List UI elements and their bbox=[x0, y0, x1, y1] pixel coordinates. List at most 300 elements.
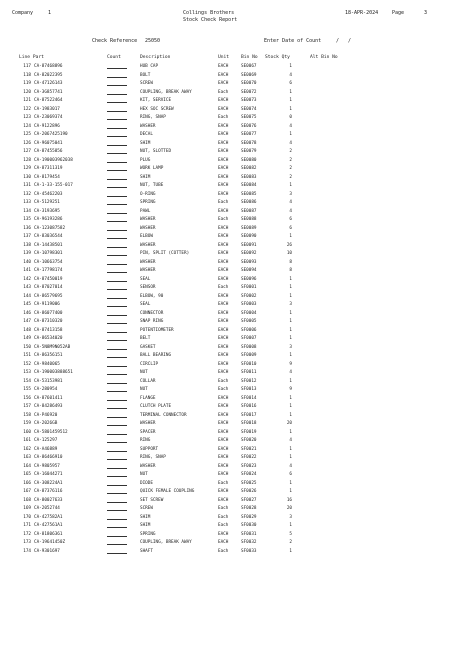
description: HEX SOC SCREW bbox=[140, 106, 174, 112]
table-row bbox=[0, 446, 469, 455]
bin-number: SE0092 bbox=[241, 251, 257, 256]
unit: Each bbox=[218, 523, 229, 528]
stock-qty: 4 bbox=[289, 200, 292, 205]
line-number: 124 bbox=[23, 123, 31, 129]
count-entry-line[interactable] bbox=[107, 179, 127, 180]
line-number: 166 bbox=[23, 480, 31, 486]
count-entry-line[interactable] bbox=[107, 298, 127, 299]
stock-qty: 5 bbox=[289, 531, 292, 537]
description: GASKET bbox=[140, 344, 156, 350]
part-number: CA-9805957 bbox=[34, 463, 60, 469]
part-number: CA-427561A1 bbox=[34, 523, 63, 528]
description: WASHER bbox=[140, 259, 156, 265]
bin-number: SF0024 bbox=[241, 472, 257, 477]
table-row bbox=[0, 80, 469, 89]
description: COUPLING, BREAK AWAY bbox=[140, 89, 192, 95]
part-number: CA-96075041 bbox=[34, 140, 63, 146]
line-number: 141 bbox=[23, 268, 31, 273]
unit: EACH bbox=[218, 463, 229, 469]
unit: EACH bbox=[218, 140, 229, 146]
bin-number: SE0069 bbox=[241, 72, 257, 78]
unit: EACH bbox=[218, 98, 229, 103]
part-number: CA-9840065 bbox=[34, 361, 60, 367]
description: QUICK FEMALE COUPLING bbox=[140, 489, 195, 494]
table-row bbox=[0, 539, 469, 548]
count-entry-line[interactable] bbox=[107, 111, 127, 112]
count-entry-line[interactable] bbox=[107, 85, 127, 86]
bin-number: SE0084 bbox=[241, 183, 257, 188]
unit: EACH bbox=[218, 344, 229, 350]
part-number: CA-82022395 bbox=[34, 72, 63, 78]
table-row bbox=[0, 225, 469, 234]
count-entry-line[interactable] bbox=[107, 306, 127, 307]
bin-number: SF0026 bbox=[241, 489, 257, 494]
count-entry-line[interactable] bbox=[107, 213, 127, 214]
count-entry-line[interactable] bbox=[107, 272, 127, 273]
line-number: 125 bbox=[23, 132, 31, 137]
bin-number: SE0094 bbox=[241, 268, 257, 273]
stock-qty: 1 bbox=[289, 89, 292, 95]
bin-number: SE0082 bbox=[241, 166, 257, 171]
count-entry-line[interactable] bbox=[107, 544, 127, 545]
table-row bbox=[0, 420, 469, 429]
stock-qty: 4 bbox=[289, 140, 292, 146]
bin-number: SE0091 bbox=[241, 242, 257, 248]
count-entry-line[interactable] bbox=[107, 162, 127, 163]
table-row bbox=[0, 284, 469, 293]
part-number: CA-86534020 bbox=[34, 336, 63, 341]
count-entry-line[interactable] bbox=[107, 493, 127, 494]
count-entry-line[interactable] bbox=[107, 400, 127, 401]
line-number: 129 bbox=[23, 166, 31, 171]
description: SEAL bbox=[140, 276, 151, 282]
unit: EACH bbox=[218, 183, 229, 188]
part-number: CA-1983017 bbox=[34, 106, 60, 112]
stock-qty: 3 bbox=[289, 344, 292, 350]
count-entry-line[interactable] bbox=[107, 527, 127, 528]
bin-number: SE0085 bbox=[241, 191, 257, 197]
unit: Each bbox=[218, 217, 229, 222]
bin-number: SE0070 bbox=[241, 81, 257, 86]
bin-number: SF0007 bbox=[241, 336, 257, 341]
unit: EACH bbox=[218, 234, 229, 239]
description: TERMINAL CONNECTOR bbox=[140, 412, 187, 418]
part-number: CA-86579695 bbox=[34, 293, 63, 299]
unit: EACH bbox=[218, 293, 229, 299]
bin-number: SF0023 bbox=[241, 463, 257, 469]
bin-number: SF0006 bbox=[241, 327, 257, 333]
part-number: CA-86356151 bbox=[34, 353, 63, 358]
table-row bbox=[0, 318, 469, 327]
count-entry-line[interactable] bbox=[107, 238, 127, 239]
count-entry-line[interactable] bbox=[107, 68, 127, 69]
description: WASHER bbox=[140, 217, 156, 222]
stock-qty: 1 bbox=[289, 429, 292, 435]
line-number: 135 bbox=[23, 217, 31, 222]
part-number: CA-5129251 bbox=[34, 200, 60, 205]
part-number: CA-10798301 bbox=[34, 251, 63, 256]
stock-qty: 6 bbox=[289, 225, 292, 231]
line-number: 151 bbox=[23, 353, 31, 358]
unit: EACH bbox=[218, 174, 229, 180]
line-number: 121 bbox=[23, 98, 31, 103]
description: COLLAR bbox=[140, 378, 156, 384]
unit: EACH bbox=[218, 438, 229, 443]
table-row bbox=[0, 463, 469, 472]
table-row bbox=[0, 531, 469, 540]
unit: Each bbox=[218, 285, 229, 290]
count-entry-line[interactable] bbox=[107, 366, 127, 367]
line-number: 142 bbox=[23, 276, 31, 282]
count-entry-line[interactable] bbox=[107, 77, 127, 78]
bin-number: SE0075 bbox=[241, 115, 257, 120]
count-entry-line[interactable] bbox=[107, 391, 127, 392]
count-entry-line[interactable] bbox=[107, 459, 127, 460]
stock-qty: 2 bbox=[289, 157, 292, 163]
stock-qty: 4 bbox=[289, 463, 292, 469]
part-number: CA-2026GB bbox=[34, 421, 58, 426]
description: PAWL bbox=[140, 208, 151, 214]
bin-number: SF0031 bbox=[241, 531, 257, 537]
count-entry-line[interactable] bbox=[107, 519, 127, 520]
count-date-label: Enter Date of Count bbox=[264, 38, 322, 44]
table-row bbox=[0, 480, 469, 489]
part-number: CA-8179454 bbox=[34, 174, 60, 180]
count-entry-line[interactable] bbox=[107, 349, 127, 350]
company-label: Company bbox=[12, 10, 34, 16]
stock-qty: 1 bbox=[289, 64, 292, 69]
line-number: 131 bbox=[23, 183, 31, 188]
description: NUT bbox=[140, 370, 148, 375]
table-row bbox=[0, 208, 469, 217]
unit: EACH bbox=[218, 531, 229, 537]
bin-number: SE0076 bbox=[241, 123, 257, 129]
firm-name: Collings Brothers bbox=[183, 10, 235, 16]
line-number: 136 bbox=[23, 225, 31, 231]
count-entry-line[interactable] bbox=[107, 221, 127, 222]
part-number: CA-P46920 bbox=[34, 412, 58, 418]
bin-number: SE0067 bbox=[241, 64, 257, 69]
stock-qty: 20 bbox=[286, 421, 292, 426]
line-number: 163 bbox=[23, 455, 31, 460]
count-date-field[interactable]: / / bbox=[336, 38, 352, 44]
part-number: CA-87455856 bbox=[34, 149, 63, 154]
part-number: CA-87522464 bbox=[34, 98, 63, 103]
part-number: CA-87376116 bbox=[34, 489, 63, 494]
description: SHIM bbox=[140, 514, 151, 520]
count-entry-line[interactable] bbox=[107, 434, 127, 435]
count-entry-line[interactable] bbox=[107, 510, 127, 511]
description: COUPLING, BREAK AWAY bbox=[140, 540, 192, 545]
table-row bbox=[0, 216, 469, 225]
unit: EACH bbox=[218, 336, 229, 341]
bin-number: SF0016 bbox=[241, 404, 257, 409]
line-number: 154 bbox=[23, 378, 31, 384]
bin-number: SF0004 bbox=[241, 310, 257, 316]
table-row bbox=[0, 114, 469, 123]
bin-number: SE0088 bbox=[241, 217, 257, 222]
table-row bbox=[0, 72, 469, 81]
count-entry-line[interactable] bbox=[107, 153, 127, 154]
part-number: CA-1-33-155-017 bbox=[34, 183, 73, 188]
count-entry-line[interactable] bbox=[107, 442, 127, 443]
count-entry-line[interactable] bbox=[107, 102, 127, 103]
count-entry-line[interactable] bbox=[107, 315, 127, 316]
table-row bbox=[0, 165, 469, 174]
stock-qty: 1 bbox=[289, 378, 292, 384]
count-entry-line[interactable] bbox=[107, 230, 127, 231]
unit: EACH bbox=[218, 429, 229, 435]
unit: EACH bbox=[218, 191, 229, 197]
description: SHIM bbox=[140, 140, 151, 146]
bin-number: SE0096 bbox=[241, 276, 257, 282]
description: FLANGE bbox=[140, 395, 156, 401]
bin-number: SE0080 bbox=[241, 157, 257, 163]
table-row bbox=[0, 548, 469, 557]
unit: EACH bbox=[218, 540, 229, 545]
table-row bbox=[0, 352, 469, 361]
count-entry-line[interactable] bbox=[107, 119, 127, 120]
description: DIODE bbox=[140, 480, 153, 486]
stock-qty: 1 bbox=[289, 480, 292, 486]
page-number: 3 bbox=[424, 10, 428, 16]
unit: EACH bbox=[218, 489, 229, 494]
bin-number: SF0005 bbox=[241, 319, 257, 324]
bin-number: SF0019 bbox=[241, 429, 257, 435]
stock-qty: 1 bbox=[289, 234, 292, 239]
unit: EACH bbox=[218, 208, 229, 214]
description: SET SCREW bbox=[140, 497, 164, 503]
bin-number: SE0078 bbox=[241, 140, 257, 146]
description: SPRING bbox=[140, 531, 156, 537]
stock-qty: 1 bbox=[289, 395, 292, 401]
table-row bbox=[0, 369, 469, 378]
unit: EACH bbox=[218, 149, 229, 154]
bin-number: SF0009 bbox=[241, 353, 257, 358]
count-entry-line[interactable] bbox=[107, 281, 127, 282]
description: SENSOR bbox=[140, 285, 156, 290]
count-entry-line[interactable] bbox=[107, 196, 127, 197]
count-entry-line[interactable] bbox=[107, 264, 127, 265]
bin-number: SF0020 bbox=[241, 438, 257, 443]
unit: EACH bbox=[218, 259, 229, 265]
stock-qty: 1 bbox=[289, 285, 292, 290]
table-row bbox=[0, 344, 469, 353]
unit: EACH bbox=[218, 455, 229, 460]
bin-number: SE0087 bbox=[241, 208, 257, 214]
stock-qty: 26 bbox=[286, 242, 292, 248]
table-row bbox=[0, 157, 469, 166]
stock-qty: 9 bbox=[289, 361, 292, 367]
count-entry-line[interactable] bbox=[107, 204, 127, 205]
count-entry-line[interactable] bbox=[107, 170, 127, 171]
count-entry-line[interactable] bbox=[107, 417, 127, 418]
unit: EACH bbox=[218, 106, 229, 112]
unit: EACH bbox=[218, 242, 229, 248]
part-number: CA-96193286 bbox=[34, 217, 63, 222]
part-number: CA-19641450Z bbox=[34, 540, 66, 545]
count-entry-line[interactable] bbox=[107, 374, 127, 375]
table-row bbox=[0, 123, 469, 132]
part-number: CA-427582A1 bbox=[34, 514, 63, 520]
count-entry-line[interactable] bbox=[107, 128, 127, 129]
unit: EACH bbox=[218, 412, 229, 418]
description: WASHER bbox=[140, 463, 156, 469]
count-entry-line[interactable] bbox=[107, 408, 127, 409]
line-number: 132 bbox=[23, 191, 31, 197]
count-entry-line[interactable] bbox=[107, 536, 127, 537]
description: WASHER bbox=[140, 242, 156, 248]
unit: EACH bbox=[218, 497, 229, 503]
count-entry-line[interactable] bbox=[107, 425, 127, 426]
bin-number: SE0089 bbox=[241, 225, 257, 231]
count-entry-line[interactable] bbox=[107, 255, 127, 256]
description: ELBOW, 90 bbox=[140, 293, 164, 299]
count-entry-line[interactable] bbox=[107, 451, 127, 452]
part-number: CA-86077400 bbox=[34, 310, 63, 316]
part-number: CA-5801459512 bbox=[34, 429, 68, 435]
part-number: CA-16044271 bbox=[34, 472, 63, 477]
unit: EACH bbox=[218, 361, 229, 367]
count-entry-line[interactable] bbox=[107, 187, 127, 188]
count-entry-line[interactable] bbox=[107, 332, 127, 333]
line-number: 134 bbox=[23, 208, 31, 214]
bin-number: SF0030 bbox=[241, 523, 257, 528]
part-number: CA-83036544 bbox=[34, 234, 63, 239]
part-number: CA-81806361 bbox=[34, 531, 63, 537]
line-number: 144 bbox=[23, 293, 31, 299]
line-number: 168 bbox=[23, 497, 31, 503]
stock-qty: 8 bbox=[289, 259, 292, 265]
count-entry-line[interactable] bbox=[107, 340, 127, 341]
table-row bbox=[0, 131, 469, 140]
unit: EACH bbox=[218, 421, 229, 426]
stock-qty: 4 bbox=[289, 72, 292, 78]
count-entry-line[interactable] bbox=[107, 553, 127, 554]
line-number: 173 bbox=[23, 540, 31, 545]
line-number: 170 bbox=[23, 514, 31, 520]
stock-qty: 1 bbox=[289, 98, 292, 103]
stock-qty: 20 bbox=[286, 506, 292, 511]
line-number: 149 bbox=[23, 336, 31, 341]
unit: EACH bbox=[218, 276, 229, 282]
bin-number: SF0027 bbox=[241, 497, 257, 503]
bin-number: SF0018 bbox=[241, 421, 257, 426]
description: WORK LAMP bbox=[140, 166, 164, 171]
table-row bbox=[0, 429, 469, 438]
line-number: 126 bbox=[23, 140, 31, 146]
page-label: Page bbox=[392, 10, 405, 16]
bin-number: SF0001 bbox=[241, 285, 257, 290]
count-entry-line[interactable] bbox=[107, 136, 127, 137]
part-number: CA-14438501 bbox=[34, 242, 63, 248]
unit: EACH bbox=[218, 268, 229, 273]
unit: EACH bbox=[218, 327, 229, 333]
unit: EACH bbox=[218, 404, 229, 409]
count-entry-line[interactable] bbox=[107, 94, 127, 95]
unit: EACH bbox=[218, 353, 229, 358]
part-number: CA-45462203 bbox=[34, 191, 63, 197]
part-number: CA-125297 bbox=[34, 438, 58, 443]
stock-qty: 0 bbox=[289, 115, 292, 120]
bin-number: SF0003 bbox=[241, 302, 257, 307]
bin-number: SF0014 bbox=[241, 395, 257, 401]
part-number: CA-87468896 bbox=[34, 64, 63, 69]
count-entry-line[interactable] bbox=[107, 145, 127, 146]
description: WASHER bbox=[140, 225, 156, 231]
description: POTENTIOMETER bbox=[140, 327, 174, 333]
stock-qty: 1 bbox=[289, 132, 292, 137]
table-row bbox=[0, 259, 469, 268]
count-entry-line[interactable] bbox=[107, 468, 127, 469]
unit: Each bbox=[218, 480, 229, 486]
part-number: CA-23069374 bbox=[34, 115, 63, 120]
line-number: 145 bbox=[23, 302, 31, 307]
line-number: 143 bbox=[23, 285, 31, 290]
unit: Each bbox=[218, 115, 229, 120]
line-number: 120 bbox=[23, 89, 31, 95]
unit: EACH bbox=[218, 123, 229, 129]
stock-qty: 1 bbox=[289, 489, 292, 494]
bin-number: SE0093 bbox=[241, 259, 257, 265]
stock-qty: 6 bbox=[289, 472, 292, 477]
col-line-part: Line Part bbox=[19, 55, 44, 60]
unit: EACH bbox=[218, 166, 229, 171]
stock-qty: 1 bbox=[289, 336, 292, 341]
count-entry-line[interactable] bbox=[107, 289, 127, 290]
bin-number: SF0008 bbox=[241, 344, 257, 350]
description: PLUG bbox=[140, 157, 151, 163]
table-row bbox=[0, 497, 469, 506]
bin-number: SF0017 bbox=[241, 412, 257, 418]
bin-number: SE0083 bbox=[241, 174, 257, 180]
table-row bbox=[0, 293, 469, 302]
part-number: CA-280954 bbox=[34, 387, 58, 392]
col-unit: Unit bbox=[218, 55, 230, 60]
bin-number: SF0013 bbox=[241, 387, 257, 392]
stock-qty: 1 bbox=[289, 327, 292, 333]
line-number: 123 bbox=[23, 115, 31, 120]
description: BALL BEARING bbox=[140, 353, 172, 358]
description: WASHER bbox=[140, 268, 156, 273]
part-number: CA-5N8M9N052AB bbox=[34, 344, 71, 350]
line-number: 127 bbox=[23, 149, 31, 154]
count-entry-line[interactable] bbox=[107, 357, 127, 358]
count-entry-line[interactable] bbox=[107, 476, 127, 477]
stock-qty: 10 bbox=[286, 251, 292, 256]
unit: EACH bbox=[218, 81, 229, 86]
description: DECAL bbox=[140, 132, 153, 137]
line-number: 119 bbox=[23, 81, 31, 86]
bin-number: SF0025 bbox=[241, 480, 257, 486]
unit: EACH bbox=[218, 251, 229, 256]
table-row bbox=[0, 106, 469, 115]
part-number: CA-53153981 bbox=[34, 378, 63, 384]
line-number: 118 bbox=[23, 72, 31, 78]
part-number: CA-17798174 bbox=[34, 268, 63, 273]
count-entry-line[interactable] bbox=[107, 383, 127, 384]
count-entry-line[interactable] bbox=[107, 485, 127, 486]
line-number: 165 bbox=[23, 472, 31, 477]
table-row bbox=[0, 386, 469, 395]
count-entry-line[interactable] bbox=[107, 247, 127, 248]
line-number: 164 bbox=[23, 463, 31, 469]
bin-number: SE0074 bbox=[241, 106, 257, 112]
bin-number: SF0022 bbox=[241, 455, 257, 460]
count-entry-line[interactable] bbox=[107, 323, 127, 324]
count-entry-line[interactable] bbox=[107, 502, 127, 503]
bin-number: SE0090 bbox=[241, 234, 257, 239]
